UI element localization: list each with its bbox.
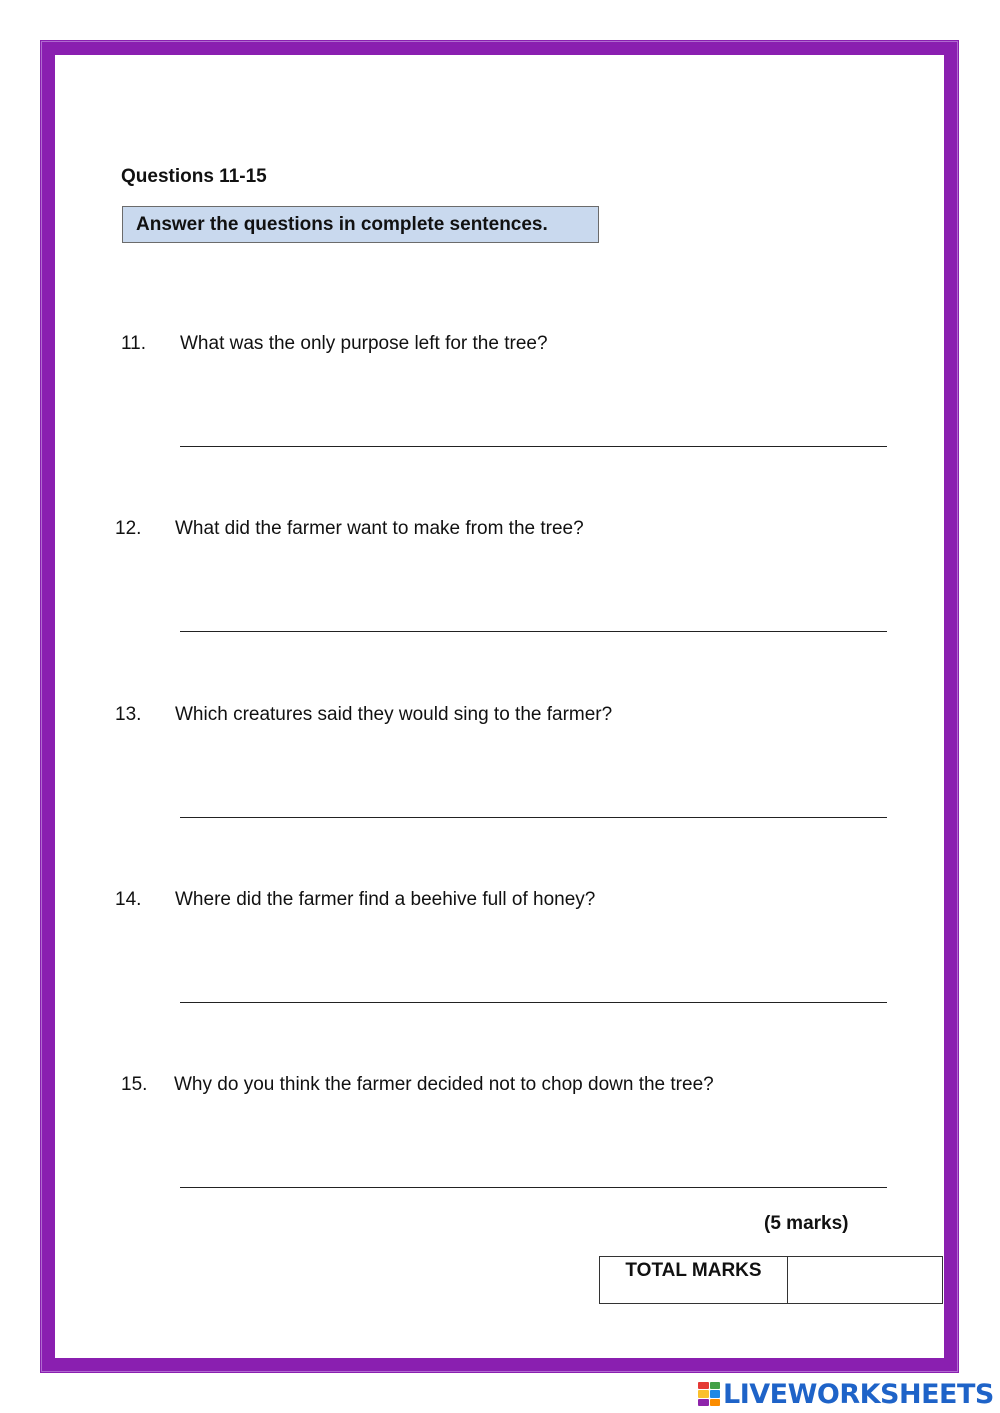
section-title: Questions 11-15	[121, 166, 267, 187]
answer-line[interactable]	[180, 817, 887, 818]
instruction-box	[122, 206, 599, 243]
question-text: What did the farmer want to make from the tree?	[175, 518, 584, 539]
question-text: Which creatures said they would sing to the farmer?	[175, 704, 613, 725]
logo-text: LIVEWORKSHEETS	[723, 1378, 994, 1410]
answer-line[interactable]	[180, 1187, 887, 1188]
question-number: 15.	[121, 1074, 148, 1095]
question-text: Where did the farmer find a beehive full of honey?	[175, 889, 596, 910]
total-marks-value[interactable]	[788, 1257, 943, 1304]
question-text: What was the only purpose left for the tree?	[180, 333, 548, 354]
answer-line[interactable]	[180, 1002, 887, 1003]
answer-line[interactable]	[180, 446, 887, 447]
total-marks-table	[599, 1256, 943, 1304]
question-number: 13.	[115, 704, 142, 725]
answer-line[interactable]	[180, 631, 887, 632]
question-text: Why do you think the farmer decided not to chop down the tree?	[174, 1074, 714, 1095]
liveworksheets-logo-icon	[698, 1382, 720, 1406]
question-number: 14.	[115, 889, 142, 910]
liveworksheets-logo	[698, 1379, 994, 1409]
total-marks-label	[600, 1257, 788, 1304]
question-number: 12.	[115, 518, 142, 539]
question-number: 11.	[121, 333, 147, 354]
marks-label: (5 marks)	[764, 1213, 849, 1234]
total-marks-label-text: TOTAL MARKS	[625, 1260, 762, 1281]
instruction-text: Answer the questions in complete sentences.	[136, 213, 548, 235]
